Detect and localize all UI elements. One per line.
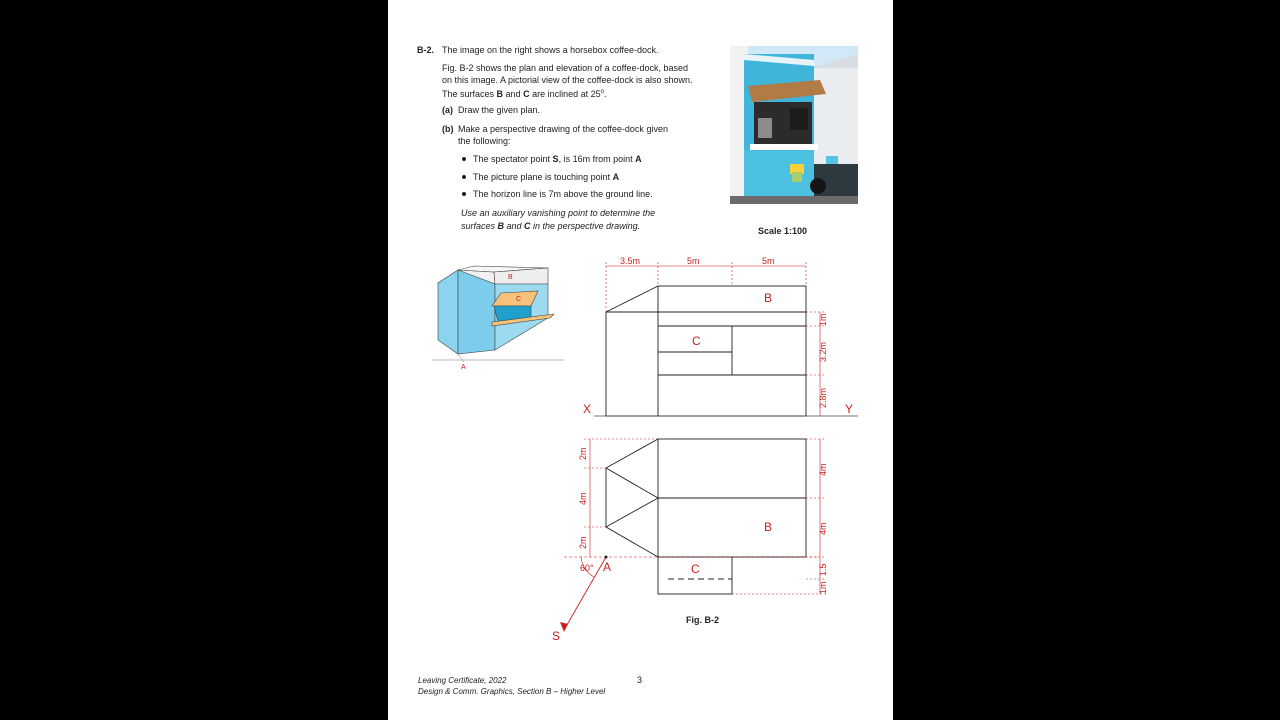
question-intro: The image on the right shows a horsebox coffee-dock. [442,45,659,55]
technical-drawing [388,0,893,720]
bullet-picture-plane: The picture plane is touching point A [473,172,620,182]
plan-dim-4m-right-b: 4m [818,522,828,535]
description-line-2: on this image. A pictorial view of the coffee-dock is also shown. [442,75,693,85]
plan-dim-4m-left: 4m [578,492,588,505]
plan-view [606,439,806,594]
plan-dim-4m-right-a: 4m [818,463,828,476]
elev-dim-3.2m: 3.2m [818,341,828,362]
point-a-marker [605,556,608,559]
elevation-dimensions [606,262,826,416]
footer-line-1: Leaving Certificate, 2022 [418,676,507,685]
elev-dim-5m-a: 5m [687,256,700,266]
scale-label: Scale 1:100 [758,226,808,236]
note-line-1: Use an auxiliary vanishing point to determine the [461,208,656,218]
part-a-label: (a) [442,105,453,115]
elev-label-b: B [764,291,773,305]
figure-caption: Fig. B-2 [686,615,719,625]
inclined-statement: The surfaces B and C are inclined at 25$^o$. [442,89,607,99]
part-b-line-2: the following: [458,136,511,146]
question-number: B-2. [417,45,435,55]
elev-dim-2.8m: 2.8m [818,387,828,408]
plan-label-c: C [691,562,700,576]
part-b-label: (b) [442,124,454,134]
pictorial-label-b: B [508,274,513,281]
spectator-arrowhead [560,622,568,632]
plan-label-b: B [764,520,773,534]
plan-dim-1m: 1m [818,581,828,594]
plan-label-a: A [603,560,612,574]
footer-line-2: Design & Comm. Graphics, Section B – Higher Level [418,687,606,696]
angle-label: 60° [580,563,594,573]
plan-dim-2m-top: 2m [578,447,588,460]
bullet-spectator: The spectator point S, is 16m from point A [473,154,642,164]
bullet-horizon: The horizon line is 7m above the ground line. [473,189,653,199]
exam-page [388,0,893,720]
page-number: 3 [637,675,643,685]
note-line-2: surfaces B and C in the perspective drawing. [461,221,641,231]
plan-dim-2m-bottom: 2m [578,536,588,549]
pictorial-label-c: C [516,296,522,303]
part-a-text: Draw the given plan. [458,105,541,115]
label-y: Y [845,402,854,416]
elev-dim-5m-b: 5m [762,256,775,266]
plan-dim-1.5: 1.5 [818,563,828,576]
plan-label-s: S [552,629,561,643]
label-x: X [583,402,592,416]
pictorial-label-a: A [461,364,466,371]
pictorial-view [432,266,564,371]
elev-label-c: C [692,334,701,348]
elev-dim-1m: 1m [818,313,828,326]
plan-dimensions [564,439,826,630]
description-line-1: Fig. B-2 shows the plan and elevation of a coffee-dock, based [442,63,688,73]
elev-dim-3.5m: 3.5m [620,256,641,266]
part-b-line-1: Make a perspective drawing of the coffee-dock given [458,124,668,134]
